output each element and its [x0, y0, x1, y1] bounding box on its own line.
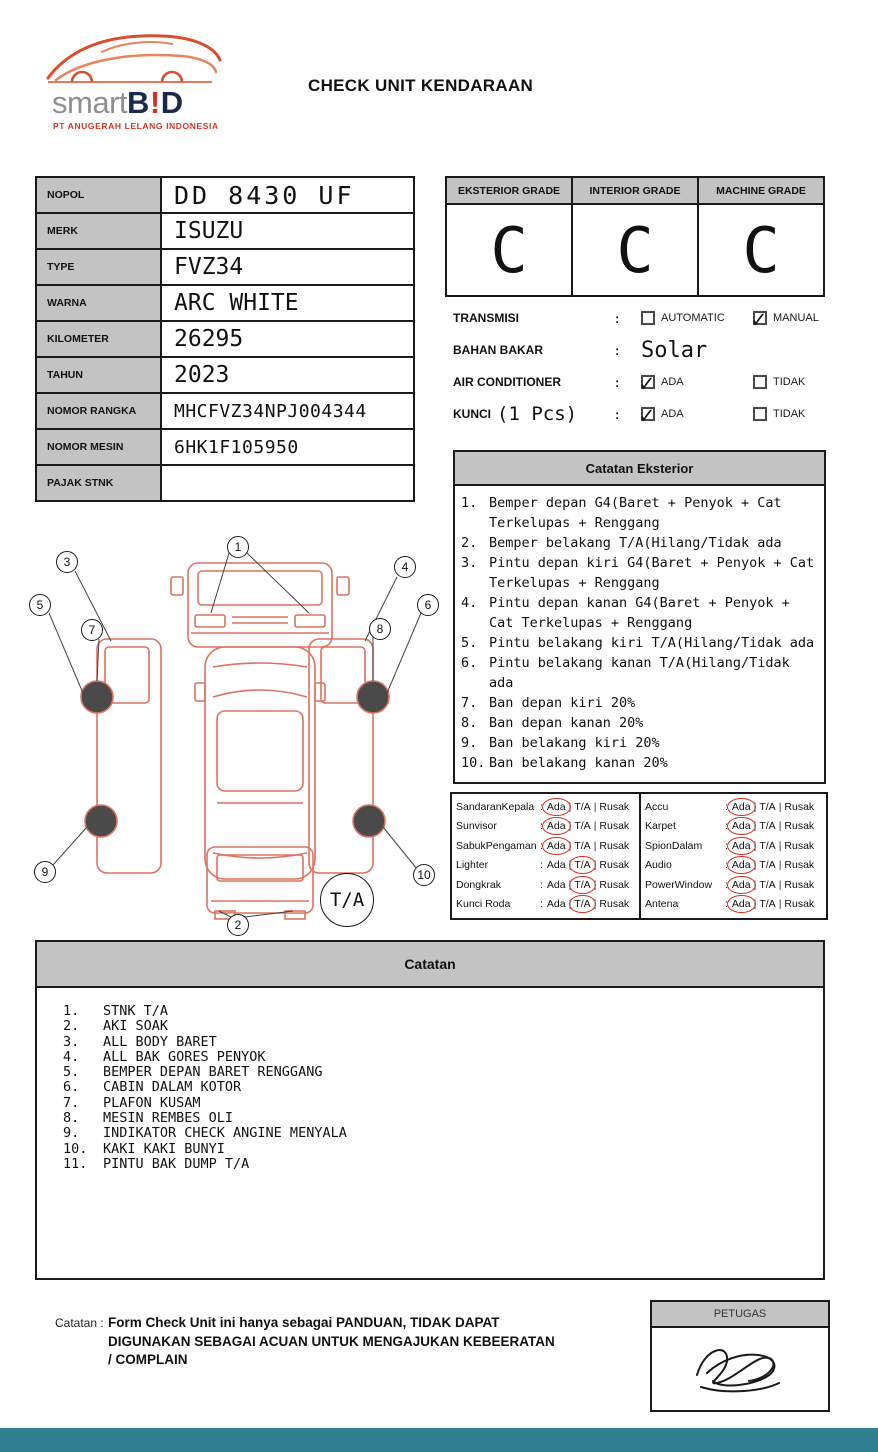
- ac-option-tidak: [753, 375, 865, 389]
- logo-text-b: B: [127, 85, 149, 120]
- separator: |: [753, 800, 757, 813]
- vehicle-info-row: [36, 465, 414, 501]
- petugas-title: PETUGAS: [652, 1302, 828, 1328]
- transmisi-label: TRANSMISI: [453, 311, 519, 325]
- catatan-item: ALL BAK GORES PENYOK: [103, 1048, 266, 1065]
- option-ta[interactable]: T/A: [759, 898, 776, 911]
- logo-wordmark: [42, 87, 242, 118]
- separator: |: [778, 898, 782, 911]
- catatan-eksterior-item: Pintu belakang kiri T/A(Hilang/Tidak ada: [489, 635, 815, 651]
- equipment-row: [456, 875, 636, 895]
- grade-value-interior: C: [572, 204, 698, 296]
- vehicle-info-label: TAHUN: [36, 357, 161, 393]
- vehicle-info-table: [35, 176, 415, 502]
- equipment-row: [645, 836, 823, 856]
- ac-tidak-checkbox[interactable]: [753, 375, 767, 389]
- diagram-callout-1: 1: [227, 536, 249, 558]
- colon: :: [615, 342, 620, 358]
- vehicle-info-row: [36, 213, 414, 249]
- equipment-name: Accu: [645, 800, 669, 813]
- vehicle-info-label: TYPE: [36, 249, 161, 285]
- ac-ada-checkbox[interactable]: [641, 375, 655, 389]
- vehicle-info-row: [36, 393, 414, 429]
- diagram-callout-9: 9: [34, 861, 56, 883]
- catatan-eksterior-item: Pintu belakang kanan T/A(Hilang/Tidak ada: [489, 655, 790, 691]
- ac-option-ada: [641, 375, 753, 389]
- spec-row-transmisi: [453, 303, 833, 333]
- smartbid-logo: [42, 28, 242, 131]
- colon: :: [540, 859, 543, 872]
- equipment-row: [645, 875, 823, 895]
- option-ada[interactable]: Ada: [731, 800, 751, 813]
- diagram-callout-3: 3: [56, 551, 78, 573]
- colon: :: [725, 898, 728, 911]
- option-ta[interactable]: T/A: [759, 839, 776, 852]
- catatan-item: KAKI KAKI BUNYI: [103, 1140, 225, 1157]
- equipment-row: [645, 895, 823, 915]
- air-conditioner-label: AIR CONDITIONER: [453, 375, 561, 389]
- separator: |: [593, 800, 597, 813]
- kunci-tidak-checkbox[interactable]: [753, 407, 767, 421]
- equipment-row: [456, 797, 636, 817]
- separator: |: [753, 839, 757, 852]
- diagram-callout-5: 5: [29, 594, 51, 616]
- vehicle-info-row: [36, 357, 414, 393]
- option-ada[interactable]: Ada: [546, 898, 566, 911]
- diagram-callout-4: 4: [394, 556, 416, 578]
- option-ada[interactable]: Ada: [731, 878, 751, 891]
- separator: |: [568, 859, 572, 872]
- catatan-item: ALL BODY BARET: [103, 1033, 217, 1050]
- kunci-ada-label: ADA: [661, 408, 684, 420]
- separator: |: [753, 898, 757, 911]
- option-ta[interactable]: T/A: [574, 820, 591, 833]
- colon: :: [540, 878, 543, 891]
- kunci-tidak-label: TIDAK: [773, 408, 806, 420]
- option-ada[interactable]: Ada: [546, 839, 566, 852]
- catatan-list: [37, 988, 823, 1172]
- vehicle-info-row: [36, 177, 414, 213]
- separator: |: [568, 839, 572, 852]
- logo-subtitle: PT ANUGERAH LELANG INDONESIA: [53, 121, 219, 131]
- separator: |: [753, 878, 757, 891]
- separator: |: [778, 820, 782, 833]
- manual-label: MANUAL: [773, 312, 819, 324]
- vehicle-info-label: PAJAK STNK: [36, 465, 161, 501]
- vehicle-diagram: [25, 535, 445, 935]
- bahan-bakar-value: Solar: [641, 337, 708, 363]
- vehicle-info-row: [36, 285, 414, 321]
- kunci-qty: (1 Pcs): [497, 403, 578, 425]
- separator: |: [778, 878, 782, 891]
- colon: :: [725, 820, 728, 833]
- option-ta[interactable]: T/A: [759, 800, 776, 813]
- vehicle-info-value: FVZ34: [161, 249, 414, 285]
- equipment-name: Antena: [645, 898, 679, 911]
- catatan-item: STNK T/A: [103, 1003, 169, 1019]
- option-rusak[interactable]: Rusak: [784, 839, 815, 852]
- vehicle-info-label: NOPOL: [36, 177, 161, 213]
- diagram-callout-10: 10: [413, 864, 435, 886]
- signature-icon: [675, 1333, 805, 1403]
- option-ta[interactable]: T/A: [574, 859, 591, 872]
- option-rusak[interactable]: Rusak: [599, 820, 630, 833]
- petugas-box: [650, 1300, 830, 1412]
- grade-value-eksterior: C: [446, 204, 572, 296]
- option-rusak[interactable]: Rusak: [599, 878, 630, 891]
- catatan-item: PINTU BAK DUMP T/A: [103, 1155, 250, 1172]
- colon: :: [615, 374, 620, 390]
- logo-text-d: D: [160, 85, 183, 120]
- equipment-column-right: [639, 794, 826, 918]
- vehicle-info-label: MERK: [36, 213, 161, 249]
- vehicle-info-row: [36, 321, 414, 357]
- catatan-eksterior-item: Ban belakang kanan 20%: [489, 755, 668, 771]
- grade-header-interior: INTERIOR GRADE: [572, 177, 698, 204]
- catatan-eksterior-item: Bemper belakang T/A(Hilang/Tidak ada: [489, 535, 782, 551]
- equipment-row: [456, 895, 636, 915]
- colon: :: [725, 839, 728, 852]
- separator: |: [593, 820, 597, 833]
- logo-text-smart: smart: [52, 85, 127, 120]
- catatan-eksterior-box: [453, 450, 826, 784]
- footer-disclaimer: Form Check Unit ini hanya sebagai PANDUAN, TIDAK DAPAT DIGUNAKAN SEBAGAI ACUAN UNTUK MENGAJUKAN KEBEERATAN / COMPLAIN: [108, 1315, 555, 1367]
- separator: |: [778, 859, 782, 872]
- catatan-eksterior-item: Ban belakang kiri 20%: [489, 735, 660, 751]
- vehicle-info-value: ISUZU: [161, 213, 414, 249]
- option-rusak[interactable]: Rusak: [784, 859, 815, 872]
- equipment-name: Kunci Roda: [456, 898, 511, 911]
- catatan-eksterior-item: Pintu depan kanan G4(Baret + Penyok + Cat Terkelupas + Renggang: [489, 595, 790, 631]
- vehicle-diagram-art: [25, 535, 445, 935]
- spec-row-kunci: [453, 399, 833, 429]
- vehicle-info-value: 2023: [161, 357, 414, 393]
- vehicle-info-value: 26295: [161, 321, 414, 357]
- equipment-name: Sunvisor: [456, 820, 497, 833]
- separator: |: [593, 898, 597, 911]
- catatan-eksterior-title: Catatan Eksterior: [455, 452, 824, 486]
- option-ta[interactable]: T/A: [574, 800, 591, 813]
- footer-catatan-label: Catatan :: [55, 1316, 104, 1330]
- catatan-item: BEMPER DEPAN BARET RENGGANG: [103, 1064, 323, 1081]
- diagram-callout-2: 2: [227, 914, 249, 936]
- option-ada[interactable]: Ada: [546, 859, 566, 872]
- vehicle-info-value: DD 8430 UF: [161, 177, 414, 213]
- bottom-accent-bar: [0, 1428, 878, 1452]
- equipment-checklist: [450, 792, 828, 920]
- diagram-callout-6: 6: [417, 594, 439, 616]
- grade-header-machine: MACHINE GRADE: [698, 177, 824, 204]
- bahan-bakar-label: BAHAN BAKAR: [453, 343, 543, 357]
- option-ada[interactable]: Ada: [731, 820, 751, 833]
- page-title: CHECK UNIT KENDARAAN: [308, 76, 534, 95]
- option-ta[interactable]: T/A: [759, 878, 776, 891]
- option-rusak[interactable]: Rusak: [784, 878, 815, 891]
- separator: |: [753, 859, 757, 872]
- equipment-row: [645, 797, 823, 817]
- equipment-name: SandaranKepala: [456, 800, 535, 813]
- kunci-option-tidak: [753, 407, 865, 421]
- separator: |: [568, 800, 572, 813]
- option-ta[interactable]: T/A: [574, 878, 591, 891]
- colon: :: [725, 878, 728, 891]
- logo-text-i: !: [149, 85, 160, 120]
- catatan-box: [35, 940, 825, 1280]
- separator: |: [593, 878, 597, 891]
- kunci-label: [453, 403, 615, 425]
- grade-value-machine: C: [698, 204, 824, 296]
- colon: :: [540, 839, 543, 852]
- equipment-row: [645, 856, 823, 876]
- catatan-item: MESIN REMBES OLI: [103, 1110, 234, 1127]
- kunci-option-ada: [641, 407, 753, 421]
- option-rusak[interactable]: Rusak: [599, 800, 630, 813]
- vehicle-info-value: 6HK1F105950: [161, 429, 414, 465]
- option-rusak[interactable]: Rusak: [599, 839, 630, 852]
- separator: |: [778, 800, 782, 813]
- option-ada[interactable]: Ada: [731, 898, 751, 911]
- catatan-item: AKI SOAK: [103, 1018, 169, 1035]
- catatan-item: INDIKATOR CHECK ANGINE MENYALA: [103, 1125, 347, 1142]
- vehicle-info-label: NOMOR MESIN: [36, 429, 161, 465]
- option-rusak[interactable]: Rusak: [784, 820, 815, 833]
- option-ada[interactable]: Ada: [731, 839, 751, 852]
- option-ta[interactable]: T/A: [574, 898, 591, 911]
- equipment-name: Lighter: [456, 859, 489, 872]
- spec-row-bahan-bakar: [453, 335, 833, 365]
- vehicle-info-label: NOMOR RANGKA: [36, 393, 161, 429]
- equipment-name: Karpet: [645, 820, 676, 833]
- ac-tidak-label: TIDAK: [773, 376, 806, 388]
- diagram-ta-badge: T/A: [320, 873, 374, 927]
- option-rusak[interactable]: Rusak: [784, 800, 815, 813]
- automatic-label: AUTOMATIC: [661, 312, 725, 324]
- colon: :: [540, 800, 543, 813]
- colon: :: [725, 800, 728, 813]
- catatan-eksterior-item: Ban depan kanan 20%: [489, 715, 644, 731]
- catatan-item: PLAFON KUSAM: [103, 1094, 201, 1111]
- separator: |: [593, 859, 597, 872]
- petugas-signature: [652, 1328, 828, 1408]
- colon: :: [540, 898, 543, 911]
- equipment-column-left: [452, 794, 639, 918]
- vehicle-info-row: [36, 249, 414, 285]
- transmisi-option-automatic: [641, 311, 753, 325]
- vehicle-info-value: ARC WHITE: [161, 285, 414, 321]
- separator: |: [568, 878, 572, 891]
- equipment-name: SabukPengaman: [456, 839, 537, 852]
- transmisi-option-manual: [753, 311, 865, 325]
- separator: |: [568, 820, 572, 833]
- automatic-checkbox[interactable]: [641, 311, 655, 325]
- vehicle-info-label: WARNA: [36, 285, 161, 321]
- grade-table: [445, 176, 825, 297]
- option-ada[interactable]: Ada: [731, 859, 751, 872]
- equipment-name: Dongkrak: [456, 878, 501, 891]
- option-rusak[interactable]: Rusak: [599, 859, 630, 872]
- catatan-eksterior-item: Pintu depan kiri G4(Baret + Penyok + Cat Terkelupas + Renggang: [489, 555, 815, 591]
- option-ada[interactable]: Ada: [546, 800, 566, 813]
- equipment-name: PowerWindow: [645, 878, 713, 891]
- catatan-item: CABIN DALAM KOTOR: [103, 1079, 242, 1096]
- vehicle-info-value: [161, 465, 414, 501]
- option-ada[interactable]: Ada: [546, 878, 566, 891]
- option-rusak[interactable]: Rusak: [784, 898, 815, 911]
- spec-row-air-conditioner: [453, 367, 833, 397]
- option-ta[interactable]: T/A: [759, 820, 776, 833]
- vehicle-info-row: [36, 429, 414, 465]
- equipment-row: [645, 817, 823, 837]
- vehicle-info-value: MHCFVZ34NPJ004344: [161, 393, 414, 429]
- diagram-callout-8: 8: [369, 618, 391, 640]
- equipment-name: SpionDalam: [645, 839, 703, 852]
- kunci-label-text: KUNCI: [453, 407, 491, 421]
- separator: |: [753, 820, 757, 833]
- equipment-row: [456, 856, 636, 876]
- colon: :: [615, 310, 620, 326]
- separator: |: [593, 839, 597, 852]
- option-rusak[interactable]: Rusak: [599, 898, 630, 911]
- diagram-callout-7: 7: [81, 619, 103, 641]
- option-ta[interactable]: T/A: [759, 859, 776, 872]
- catatan-eksterior-list: [455, 486, 824, 782]
- colon: :: [725, 859, 728, 872]
- manual-checkbox[interactable]: [753, 311, 767, 325]
- separator: |: [778, 839, 782, 852]
- logo-car-sketch-icon: [42, 28, 232, 86]
- grade-header-eksterior: EKSTERIOR GRADE: [446, 177, 572, 204]
- colon: :: [540, 820, 543, 833]
- vehicle-info-label: KILOMETER: [36, 321, 161, 357]
- catatan-eksterior-item: Bemper depan G4(Baret + Penyok + Cat Terkelupas + Renggang: [489, 495, 782, 531]
- option-ta[interactable]: T/A: [574, 839, 591, 852]
- option-ada[interactable]: Ada: [546, 820, 566, 833]
- ac-ada-label: ADA: [661, 376, 684, 388]
- separator: |: [568, 898, 572, 911]
- colon: :: [615, 406, 620, 422]
- equipment-row: [456, 817, 636, 837]
- catatan-title: Catatan: [37, 942, 823, 988]
- catatan-eksterior-item: Ban depan kiri 20%: [489, 695, 636, 711]
- equipment-name: Audio: [645, 859, 672, 872]
- kunci-ada-checkbox[interactable]: [641, 407, 655, 421]
- equipment-row: [456, 836, 636, 856]
